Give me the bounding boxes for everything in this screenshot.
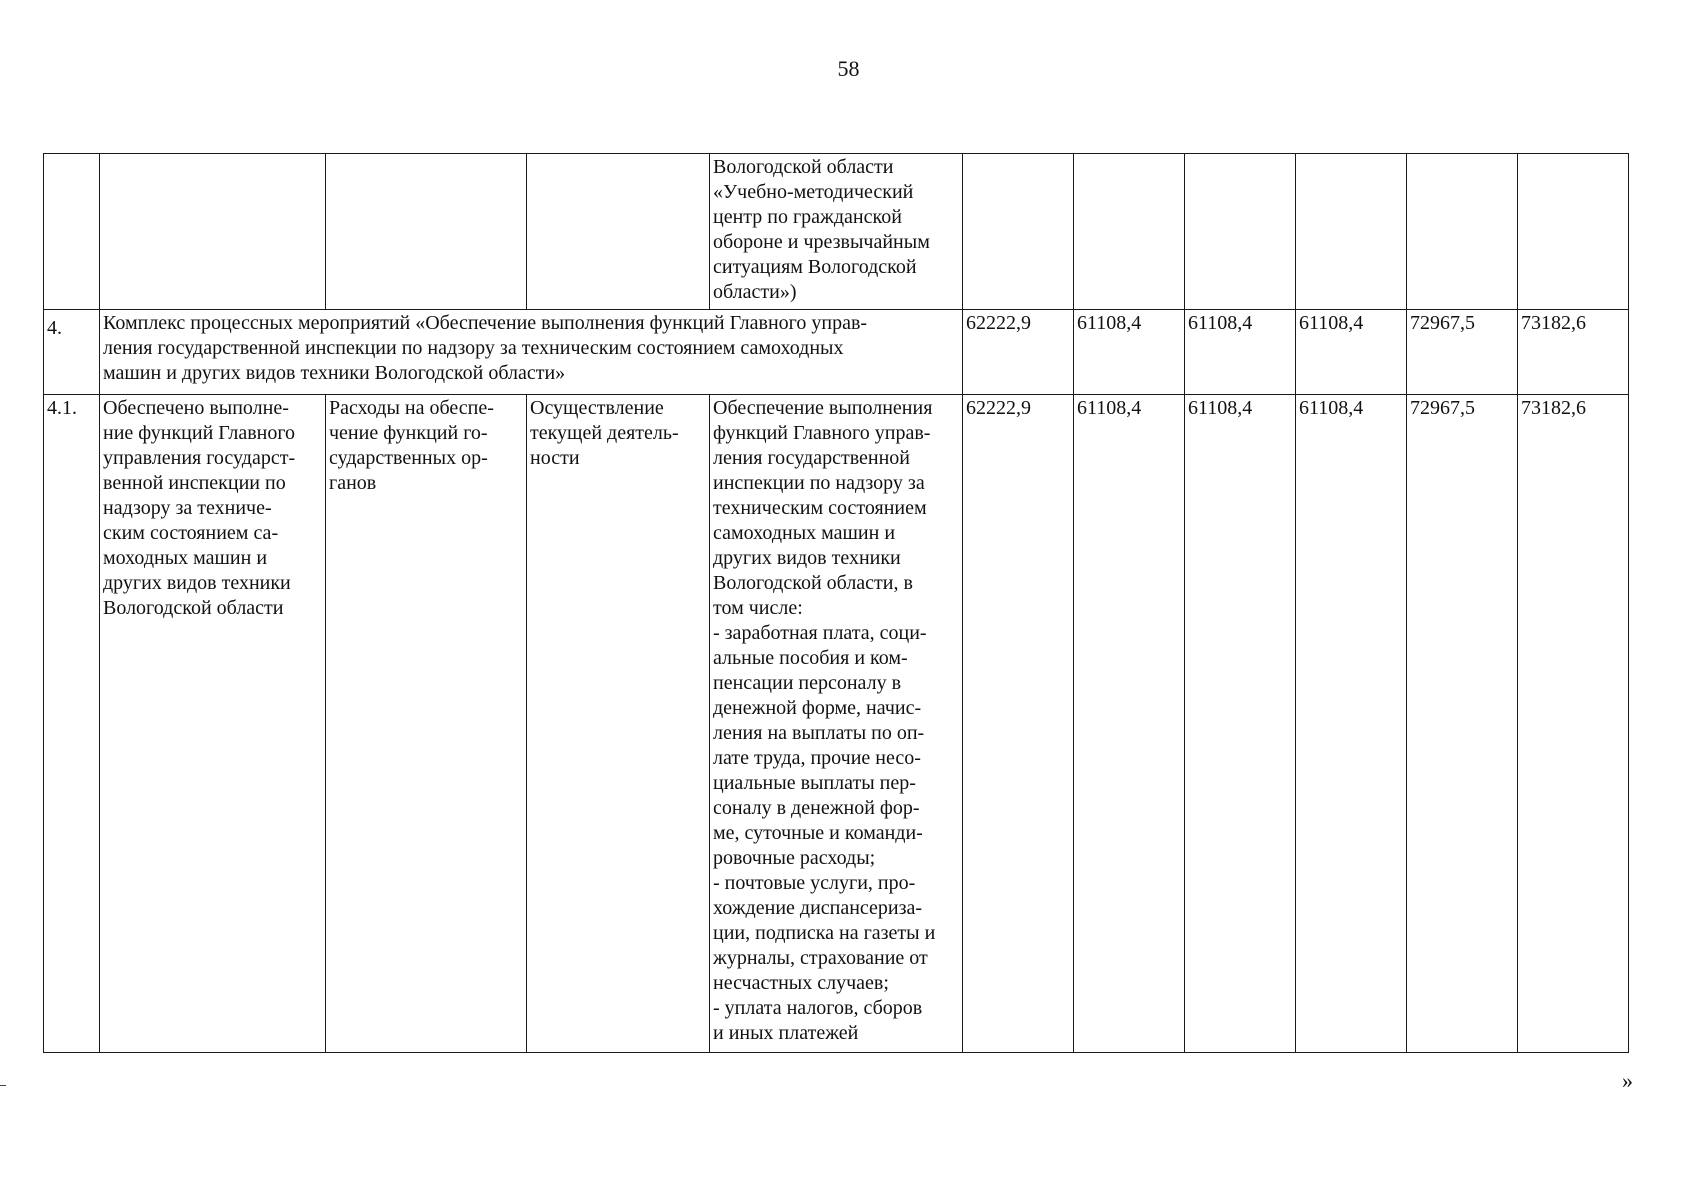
activity-cell (527, 154, 710, 310)
value-cell: 61108,4 (1074, 395, 1185, 1053)
row-number-cell: 4. (44, 310, 100, 395)
activity-cell: Осуществление текущей деятель- ности (527, 395, 710, 1053)
value-cell: 62222,9 (963, 310, 1074, 395)
page-number: 58 (837, 56, 860, 81)
value-cell: 61108,4 (1074, 310, 1185, 395)
row-number-cell: 4.1. (44, 395, 100, 1053)
description-cell: Вологодской области «Учебно-методический центр по гражданской обороне и чрезвычайным ситуациям Вологодской области») (710, 154, 963, 310)
continuation-row (44, 154, 1629, 310)
section-title-cell: Комплекс процессных мероприятий «Обеспечение выполнения функций Главного управ- ления государственной инспекции по надзору за техническим состоянием самоходных машин и других видов техники Вологодской области» (100, 310, 963, 395)
value-cell: 61108,4 (1185, 395, 1296, 1053)
expense-cell (326, 154, 527, 310)
section-row (44, 310, 1629, 395)
value-cell: 73182,6 (1518, 310, 1629, 395)
value-cell: 61108,4 (1185, 310, 1296, 395)
value-cell (1074, 154, 1185, 310)
value-cell: 72967,5 (1407, 310, 1518, 395)
value-cell: 72967,5 (1407, 395, 1518, 1053)
expense-cell: Расходы на обеспе- чение функций го- сударственных ор- ганов (326, 395, 527, 1053)
row-number-cell (44, 154, 100, 310)
value-cell: 61108,4 (1296, 395, 1407, 1053)
value-cell (1185, 154, 1296, 310)
value-cell (963, 154, 1074, 310)
value-cell (1407, 154, 1518, 310)
margin-mark (0, 1085, 6, 1086)
closing-quote-mark: » (1622, 1068, 1633, 1093)
item-row (44, 395, 1629, 1053)
description-cell: Обеспечение выполнения функций Главного управ- ления государственной инспекции по надзору за техническим состоянием самоходных машин и других видов техники Вологодской области, в том числе: - заработная плата, соци- альные пособия и ком- пенсации персоналу в денежной форме, начис- ления на выплаты по оп- лате труда, прочие несо- циальные выплаты пер- соналу в денежной фор- ме, суточные и команди- ровочные расходы; - почтовые услуги, про- хождение диспансериза- ции, подписка на газеты и журналы, страхование от несчастных случаев; - уплата налогов, сборов и иных платежей (710, 395, 963, 1053)
program-table (43, 153, 1629, 1053)
value-cell: 61108,4 (1296, 310, 1407, 395)
result-cell (100, 154, 326, 310)
value-cell: 73182,6 (1518, 395, 1629, 1053)
result-cell: Обеспечено выполне- ние функций Главного управления государст- венной инспекции по надзору за техниче- ским состоянием са- моходных машин и других видов техники Вологодской области (100, 395, 326, 1053)
value-cell: 62222,9 (963, 395, 1074, 1053)
value-cell (1296, 154, 1407, 310)
value-cell (1518, 154, 1629, 310)
